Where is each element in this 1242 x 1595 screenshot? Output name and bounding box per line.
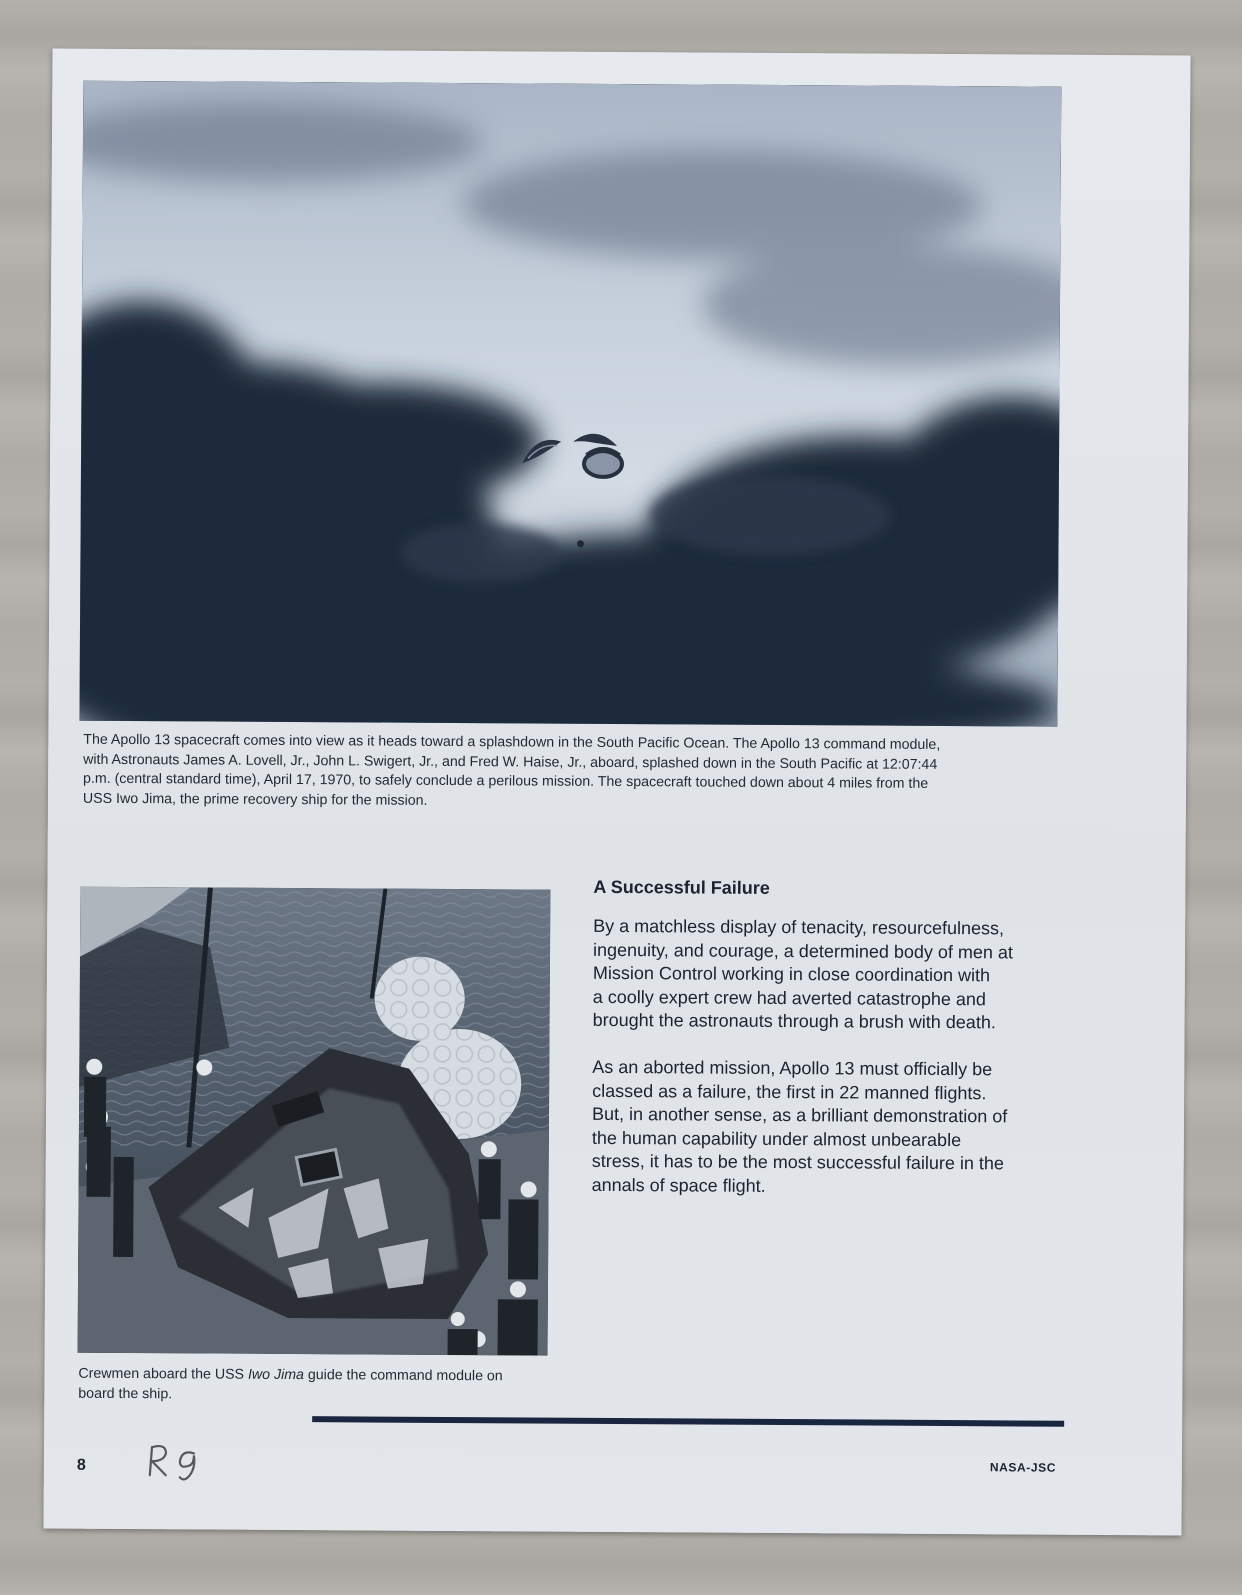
article-paragraph-1: By a matchless display of tenacity, resourcefulness, ingenuity, and courage, a determined body of men at Mission Control working in close coordination with a coolly expert crew had averted catastrophe and brought the astronauts through a brush with death.	[592, 915, 1014, 1033]
caption-line: with Astronauts James A. Lovell, Jr., John L. Swigert, Jr., and Fred W. Haise, Jr., aboard, splashed down in the South Pacific at 12:07:44	[83, 751, 938, 773]
article-paragraph-2: As an aborted mission, Apollo 13 must officially be classed as a failure, the first in 22 manned flights. But, in another sense, as a brilliant demonstration of the human capability under almost unbearable stress, it has to be the most successful failure in the annals of space flight.	[591, 1056, 1008, 1196]
capsule-dot	[577, 540, 584, 547]
caption-line: board the ship.	[78, 1385, 173, 1402]
top-photo-caption	[83, 731, 1063, 815]
parachute-right	[584, 450, 622, 477]
caption-line: The Apollo 13 spacecraft comes into view as it heads toward a splashdown in the South Pacific Ocean. The Apollo 13 command module,	[83, 731, 941, 753]
caption-line: p.m. (central standard time), April 17, 1970, to safely conclude a perilous mission. The spacecraft touched down about 4 miles from the	[83, 770, 929, 792]
page-number: 8	[76, 1456, 86, 1474]
ship-name: Iwo Jima	[247, 1366, 305, 1384]
caption-line: USS Iwo Jima, the prime recovery ship for the mission.	[82, 790, 428, 809]
handwritten-initials-icon	[144, 1441, 212, 1481]
brochure-page	[43, 49, 1190, 1536]
splashdown-photo	[79, 81, 1061, 727]
footer-rule	[312, 1416, 1064, 1427]
ship-name: Iwo Jima	[116, 790, 173, 807]
command-module-icon	[78, 887, 551, 1356]
recovery-photo	[78, 887, 551, 1356]
credit-label: NASA-JSC	[989, 1460, 1057, 1475]
caption-line: Crewmen aboard the USS Iwo Jima guide the command module on	[78, 1365, 503, 1385]
bottom-photo-caption	[78, 1365, 558, 1407]
parachutes-icon	[79, 81, 1061, 727]
article-title: A Successful Failure	[593, 876, 770, 898]
